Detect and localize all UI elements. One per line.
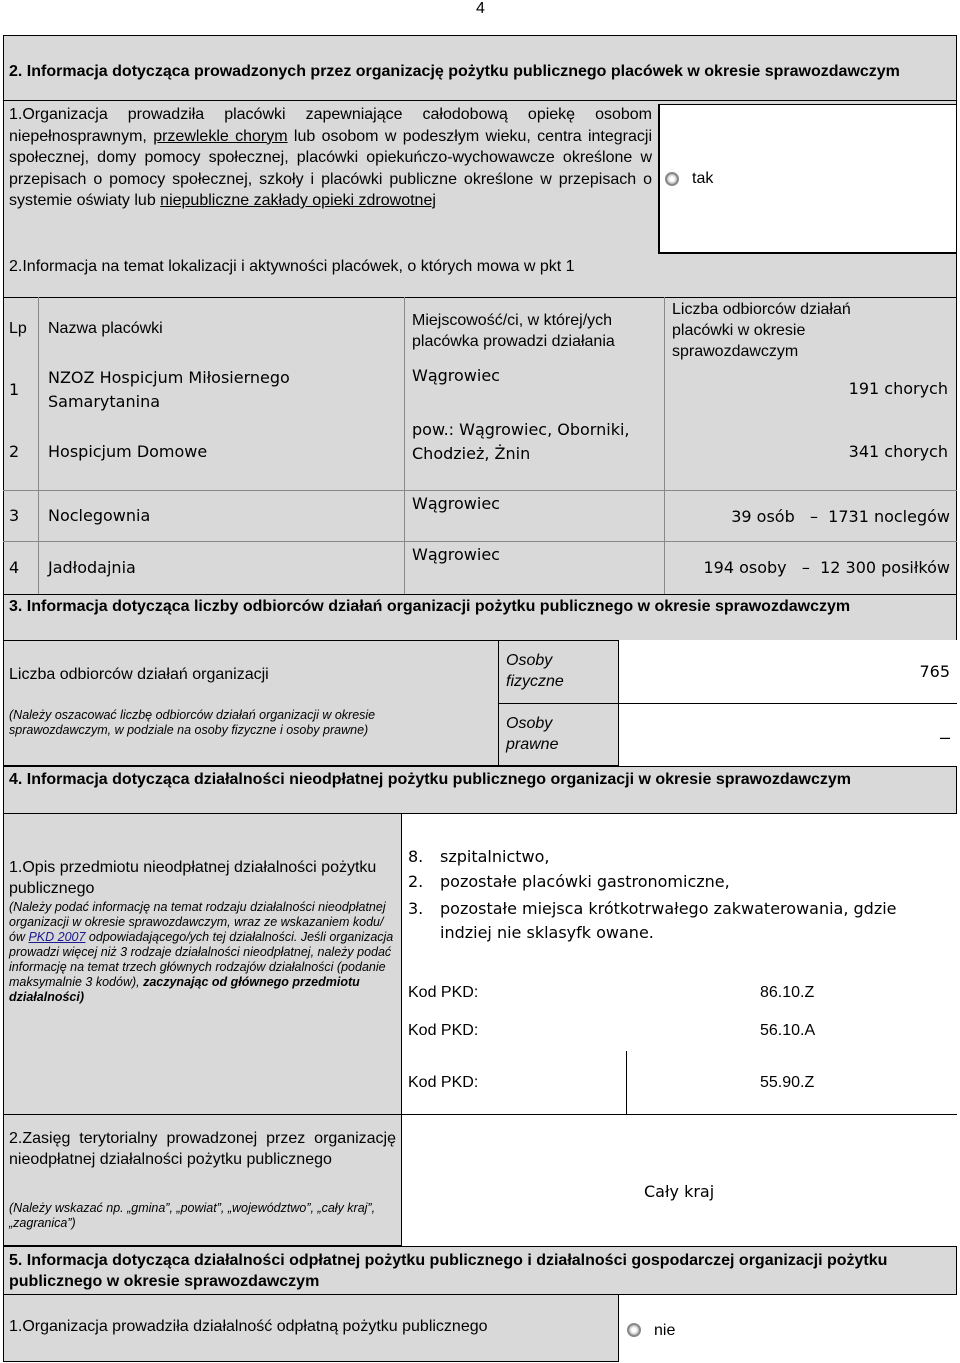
row3-name: Noclegownia — [48, 506, 151, 525]
section2-q2-title: 2.Informacja na temat lokalizacji i aktywności placówek, o których mowa w pkt 1 — [9, 258, 575, 275]
row1-name: NZOZ Hospicjum Miłosiernego Samarytanina — [48, 368, 290, 411]
row2-count: 341 chorych — [848, 442, 948, 461]
list-item-3: 3. pozostałe miejsca krótkotrwałego zakwaterowania, gdzie indziej nie sklasyfk owane. — [408, 899, 897, 942]
row3-place: Wągrowiec — [412, 494, 500, 513]
section2-q1 — [9, 104, 652, 212]
pkd-label-3: Kod PKD: — [408, 1074, 479, 1091]
page-number: 4 — [476, 0, 485, 17]
section3-title: 3. Informacja dotycząca liczby odbiorców działań organizacji pożytku publicznego w okresie sprawozdawczym — [9, 598, 851, 615]
q1-link-zaklady[interactable]: niepubliczne zakłady opieki zdrowotnej — [160, 192, 436, 209]
q2-answer-box — [401, 1115, 957, 1246]
prawne-label: Osoby prawne — [506, 715, 559, 753]
q1-note-b: odpowiadającego/ych tej działalności. Jeśli organizacja prowadzi więcej niż 3 rodzaje działalności nieodpłatnej, należy podać informację na temat trzech głównych rodzajów działalności (podanie maksymalnie 3 kodów), — [9, 930, 394, 989]
section4-q1-label: 1.Opis przedmiotu nieodpłatnej działalności pożytku publicznego — [9, 859, 377, 897]
row3-lp: 3 — [9, 506, 20, 525]
fizyczne-value: 765 — [919, 662, 950, 681]
section5-q1-answer: nie — [654, 1322, 676, 1339]
row4-place: Wągrowiec — [412, 545, 500, 564]
row3-count: 39 osób – 1731 noclegów — [731, 507, 950, 526]
th-count: Liczba odbiorców działań placówki w okresie sprawozdawczym — [672, 301, 851, 360]
prawne-value: – — [939, 727, 950, 747]
radio-nie-icon[interactable] — [627, 1323, 641, 1337]
th-lp: Lp — [9, 320, 27, 337]
col-line-3 — [664, 297, 665, 597]
section5-title: 5. Informacja dotycząca działalności odpłatnej pożytku publicznego i działalności gospodarczej organizacji pożytku publicznego w okresie sprawozdawczym — [9, 1252, 888, 1290]
row2-name: Hospicjum Domowe — [48, 442, 208, 461]
pkd-2007-link[interactable]: PKD 2007 — [28, 930, 86, 944]
q1-note-a: (Należy podać informację na temat rodzaju działalności nieodpłatnej organizacji w okresie sprawozdawczym, wraz ze wskazaniem kodu/ów — [9, 900, 386, 944]
section3-note: (Należy oszacować liczbę odbiorców działań organizacji w okresie sprawozdawczym, w podziale na osoby fizyczne i osoby prawne) — [9, 708, 376, 737]
section2-title: 2. Informacja dotycząca prowadzonych przez organizację pożytku publicznego placówek w okresie sprawozdawczym — [9, 63, 900, 80]
q1-link-przewlekle[interactable]: przewlekle chorym — [153, 127, 288, 145]
row1-lp: 1 — [9, 380, 20, 399]
row1-place: Wągrowiec — [412, 366, 500, 385]
q2-answer: Cały kraj — [644, 1182, 715, 1201]
col-line-2 — [404, 297, 405, 597]
pkd-value-2: 56.10.A — [760, 1022, 816, 1039]
table-top-line — [3, 297, 957, 298]
row2-place: pow.: Wągrowiec, Oborniki, Chodzież, Żnin — [412, 420, 630, 463]
section4-q1-note — [9, 900, 394, 1005]
row-line-4 — [3, 541, 957, 542]
pkd-value-3: 55.90.Z — [760, 1074, 815, 1091]
fizyczne-label: Osoby fizyczne — [506, 652, 564, 690]
section4-title: 4. Informacja dotycząca działalności nieodpłatnej pożytku publicznego organizacji w okresie sprawozdawczym — [9, 771, 851, 788]
section5-q1-label: 1.Organizacja prowadziła działalność odpłatną pożytku publicznego — [9, 1318, 488, 1335]
q1-text-b: lub osobom w podeszłym wieku, centra integracji społecznej, domy pomocy społecznej, placówki opiekuńczo-wychowawcze określone w przepisach o pomocy społecznej, szkoły i placówki publiczne określone w przepisach o systemie oświaty lub — [9, 127, 653, 209]
col-line-1 — [38, 297, 39, 597]
section4-q2-note: (Należy wskazać np. „gmina”, „powiat”, „województwo”, „cały kraj”, „zagranica”) — [9, 1201, 376, 1230]
pkd-box-1 — [401, 951, 957, 1051]
row4-count: 194 osoby – 12 300 posiłków — [703, 558, 950, 577]
q1-text-a: 1.Organizacja prowadziła placówki zapewniające całodobową opiekę osobom niepełnosprawnym, — [9, 106, 652, 145]
list-item-1: 8. szpitalnictwo, — [408, 847, 550, 866]
row4-lp: 4 — [9, 558, 20, 577]
pkd-label-1: Kod PKD: — [408, 984, 479, 1001]
pkd-label-2: Kod PKD: — [408, 1022, 479, 1039]
section3-label: Liczba odbiorców działań organizacji — [9, 666, 269, 683]
q1-answer: tak — [692, 170, 714, 187]
row-line-3 — [3, 490, 957, 491]
divider — [3, 100, 957, 101]
row1-count: 191 chorych — [848, 379, 948, 398]
th-place: Miejscowość/ci, w której/ych placówka prowadzi działania — [412, 312, 615, 350]
q1-note-bold: zaczynając od głównego przedmiotu działalności) — [9, 975, 360, 1004]
row2-lp: 2 — [9, 442, 20, 461]
pkd-value-1: 86.10.Z — [760, 984, 815, 1001]
row4-name: Jadłodajnia — [48, 558, 136, 577]
th-name: Nazwa placówki — [48, 320, 163, 337]
radio-tak-icon[interactable] — [665, 172, 679, 186]
section4-q2-label: 2.Zasięg terytorialny prowadzonej przez organizację nieodpłatnej działalności pożytku publicznego — [9, 1130, 396, 1168]
list-item-2: 2. pozostałe placówki gastronomiczne, — [408, 872, 730, 891]
